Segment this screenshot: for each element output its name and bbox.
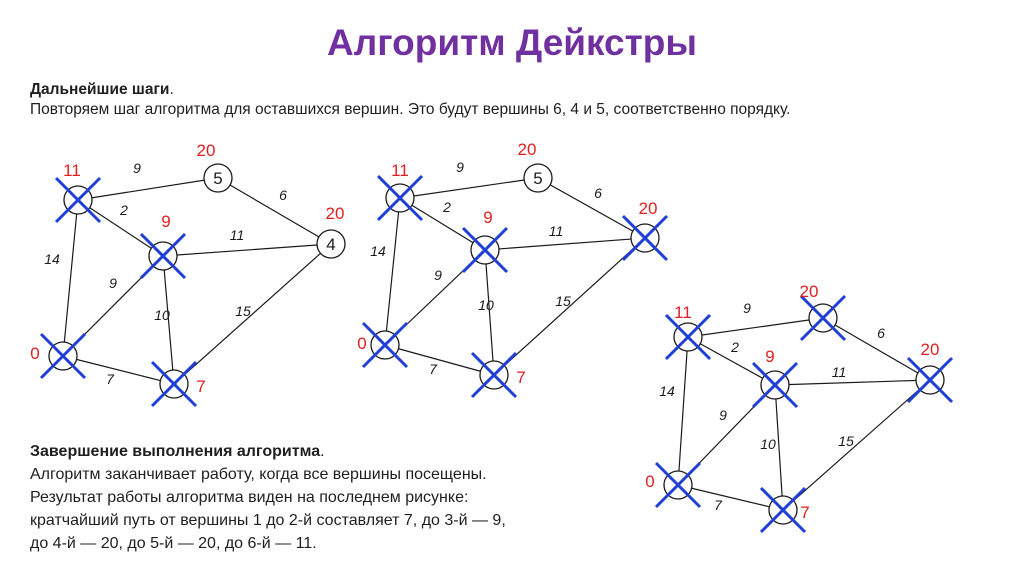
slide-title: Алгоритм Дейкстры: [327, 22, 697, 63]
vertex-distance-label: 9: [765, 347, 775, 366]
edge-weight-v6-v3: 2: [443, 199, 451, 215]
edge-weight-v5-v4: 6: [877, 325, 885, 341]
vertex-distance-label: 7: [516, 368, 526, 387]
vertex-number: 5: [213, 169, 223, 188]
edge-weight-v1-v3: 9: [109, 275, 117, 291]
vertex-number: 5: [533, 169, 543, 188]
vertex-v6: [666, 303, 710, 359]
edge-v6-v5: [688, 318, 823, 337]
steps-heading-line: [30, 80, 1020, 100]
edge-weight-v2-v4: 15: [235, 303, 251, 319]
vertex-distance-label: 20: [517, 140, 537, 159]
vertex-distance-label: 0: [357, 334, 367, 353]
edge-weight-v2-v4: 15: [555, 293, 571, 309]
finish-line-2: Результат работы алгоритма виден на последнем рисунке:: [30, 489, 469, 506]
edge-weight-v3-v4: 11: [229, 227, 245, 243]
edge-v6-v1: [385, 198, 400, 345]
vertex-distance-label: 7: [196, 377, 206, 396]
finish-block: [30, 440, 620, 555]
vertex-distance-label: 11: [391, 161, 409, 180]
finish-line-4: до 4-й — 20, до 5-й — 20, до 6-й — 11.: [30, 535, 317, 552]
edge-v6-v5: [78, 178, 218, 200]
edge-weight-v2-v4: 15: [838, 433, 854, 449]
edge-weight-v6-v1: 14: [370, 243, 386, 259]
edge-v3-v4: [163, 244, 331, 256]
vertex-v4: [317, 204, 345, 258]
vertex-v1: [645, 463, 700, 507]
edge-weight-v5-v4: 6: [594, 185, 602, 201]
edge-v3-v4: [775, 380, 930, 385]
edge-weight-v5-v4: 6: [279, 187, 287, 203]
edge-weight-v1-v2: 7: [429, 361, 437, 377]
vertex-distance-label: 20: [920, 340, 940, 359]
steps-heading: Дальнейшие шаги: [30, 81, 170, 98]
edge-v3-v2: [775, 385, 783, 510]
vertex-v5: [197, 141, 232, 192]
vertex-v2: [761, 488, 810, 532]
vertex-distance-label: 20: [196, 141, 216, 160]
edge-weight-v6-v1: 14: [659, 383, 675, 399]
vertex-v5: [800, 282, 845, 340]
finish-line-3: кратчайший путь от вершины 1 до 2-й составляет 7, до 3-й — 9,: [30, 512, 506, 529]
vertex-distance-label: 11: [674, 303, 692, 322]
edge-v2-v4: [174, 244, 331, 384]
edge-weight-v1-v2: 7: [714, 497, 722, 513]
vertex-distance-label: 20: [638, 199, 658, 218]
vertex-v2: [152, 362, 206, 406]
vertex-v3: [141, 212, 185, 278]
graph-panel-2: [345, 140, 675, 400]
vertex-v1: [357, 323, 407, 367]
vertex-v6: [56, 161, 100, 222]
edge-weight-v6-v3: 2: [120, 202, 128, 218]
vertex-distance-label: 20: [799, 282, 819, 301]
edge-weight-v3-v2: 10: [154, 307, 170, 323]
edge-weight-v3-v2: 10: [760, 436, 776, 452]
vertex-distance-label: 11: [63, 161, 81, 180]
finish-heading-line: [30, 440, 620, 463]
edge-v2-v4: [783, 380, 930, 510]
edge-v3-v4: [485, 238, 645, 250]
steps-heading-suffix: .: [169, 81, 174, 98]
vertex-v1: [30, 334, 85, 378]
graph-panel-1: [0, 140, 360, 420]
steps-block: [30, 80, 1020, 120]
vertex-v6: [378, 161, 422, 220]
edge-weight-v3-v4: 11: [548, 223, 564, 239]
vertex-distance-label: 0: [30, 344, 40, 363]
edge-v6-v1: [63, 200, 78, 356]
vertex-v2: [472, 353, 526, 397]
steps-text: Повторяем шаг алгоритма для оставшихся вершин. Это будут вершины 6, 4 и 5, соответственно порядку.: [30, 101, 791, 118]
edge-weight-v6-v5: 9: [133, 160, 141, 176]
edge-v1-v2: [678, 485, 783, 510]
vertex-distance-label: 7: [800, 503, 810, 522]
edge-weight-v3-v2: 10: [478, 297, 494, 313]
vertex-distance-label: 20: [325, 204, 345, 223]
edge-weight-v1-v2: 7: [106, 371, 114, 387]
vertex-distance-label: 9: [161, 212, 171, 231]
vertex-distance-label: 9: [483, 208, 493, 227]
finish-line-1: Алгоритм заканчивает работу, когда все вершины посещены.: [30, 466, 487, 483]
edge-weight-v6-v3: 2: [731, 339, 739, 355]
edge-weight-v3-v4: 11: [831, 364, 847, 380]
vertex-v5: [518, 140, 552, 192]
vertex-distance-label: 0: [645, 472, 655, 491]
graph-panel-3: [635, 280, 965, 540]
vertex-number: 4: [326, 235, 336, 254]
edge-v6-v5: [400, 178, 538, 198]
finish-heading: Завершение выполнения алгоритма: [30, 443, 321, 460]
finish-heading-suffix: .: [320, 443, 325, 460]
edge-weight-v6-v5: 9: [456, 159, 464, 175]
edge-weight-v1-v3: 9: [719, 407, 727, 423]
edge-v6-v1: [678, 337, 688, 485]
edge-weight-v1-v3: 9: [434, 267, 442, 283]
edge-weight-v6-v5: 9: [743, 300, 751, 316]
edge-weight-v6-v1: 14: [44, 251, 60, 267]
edge-v1-v2: [63, 356, 174, 384]
